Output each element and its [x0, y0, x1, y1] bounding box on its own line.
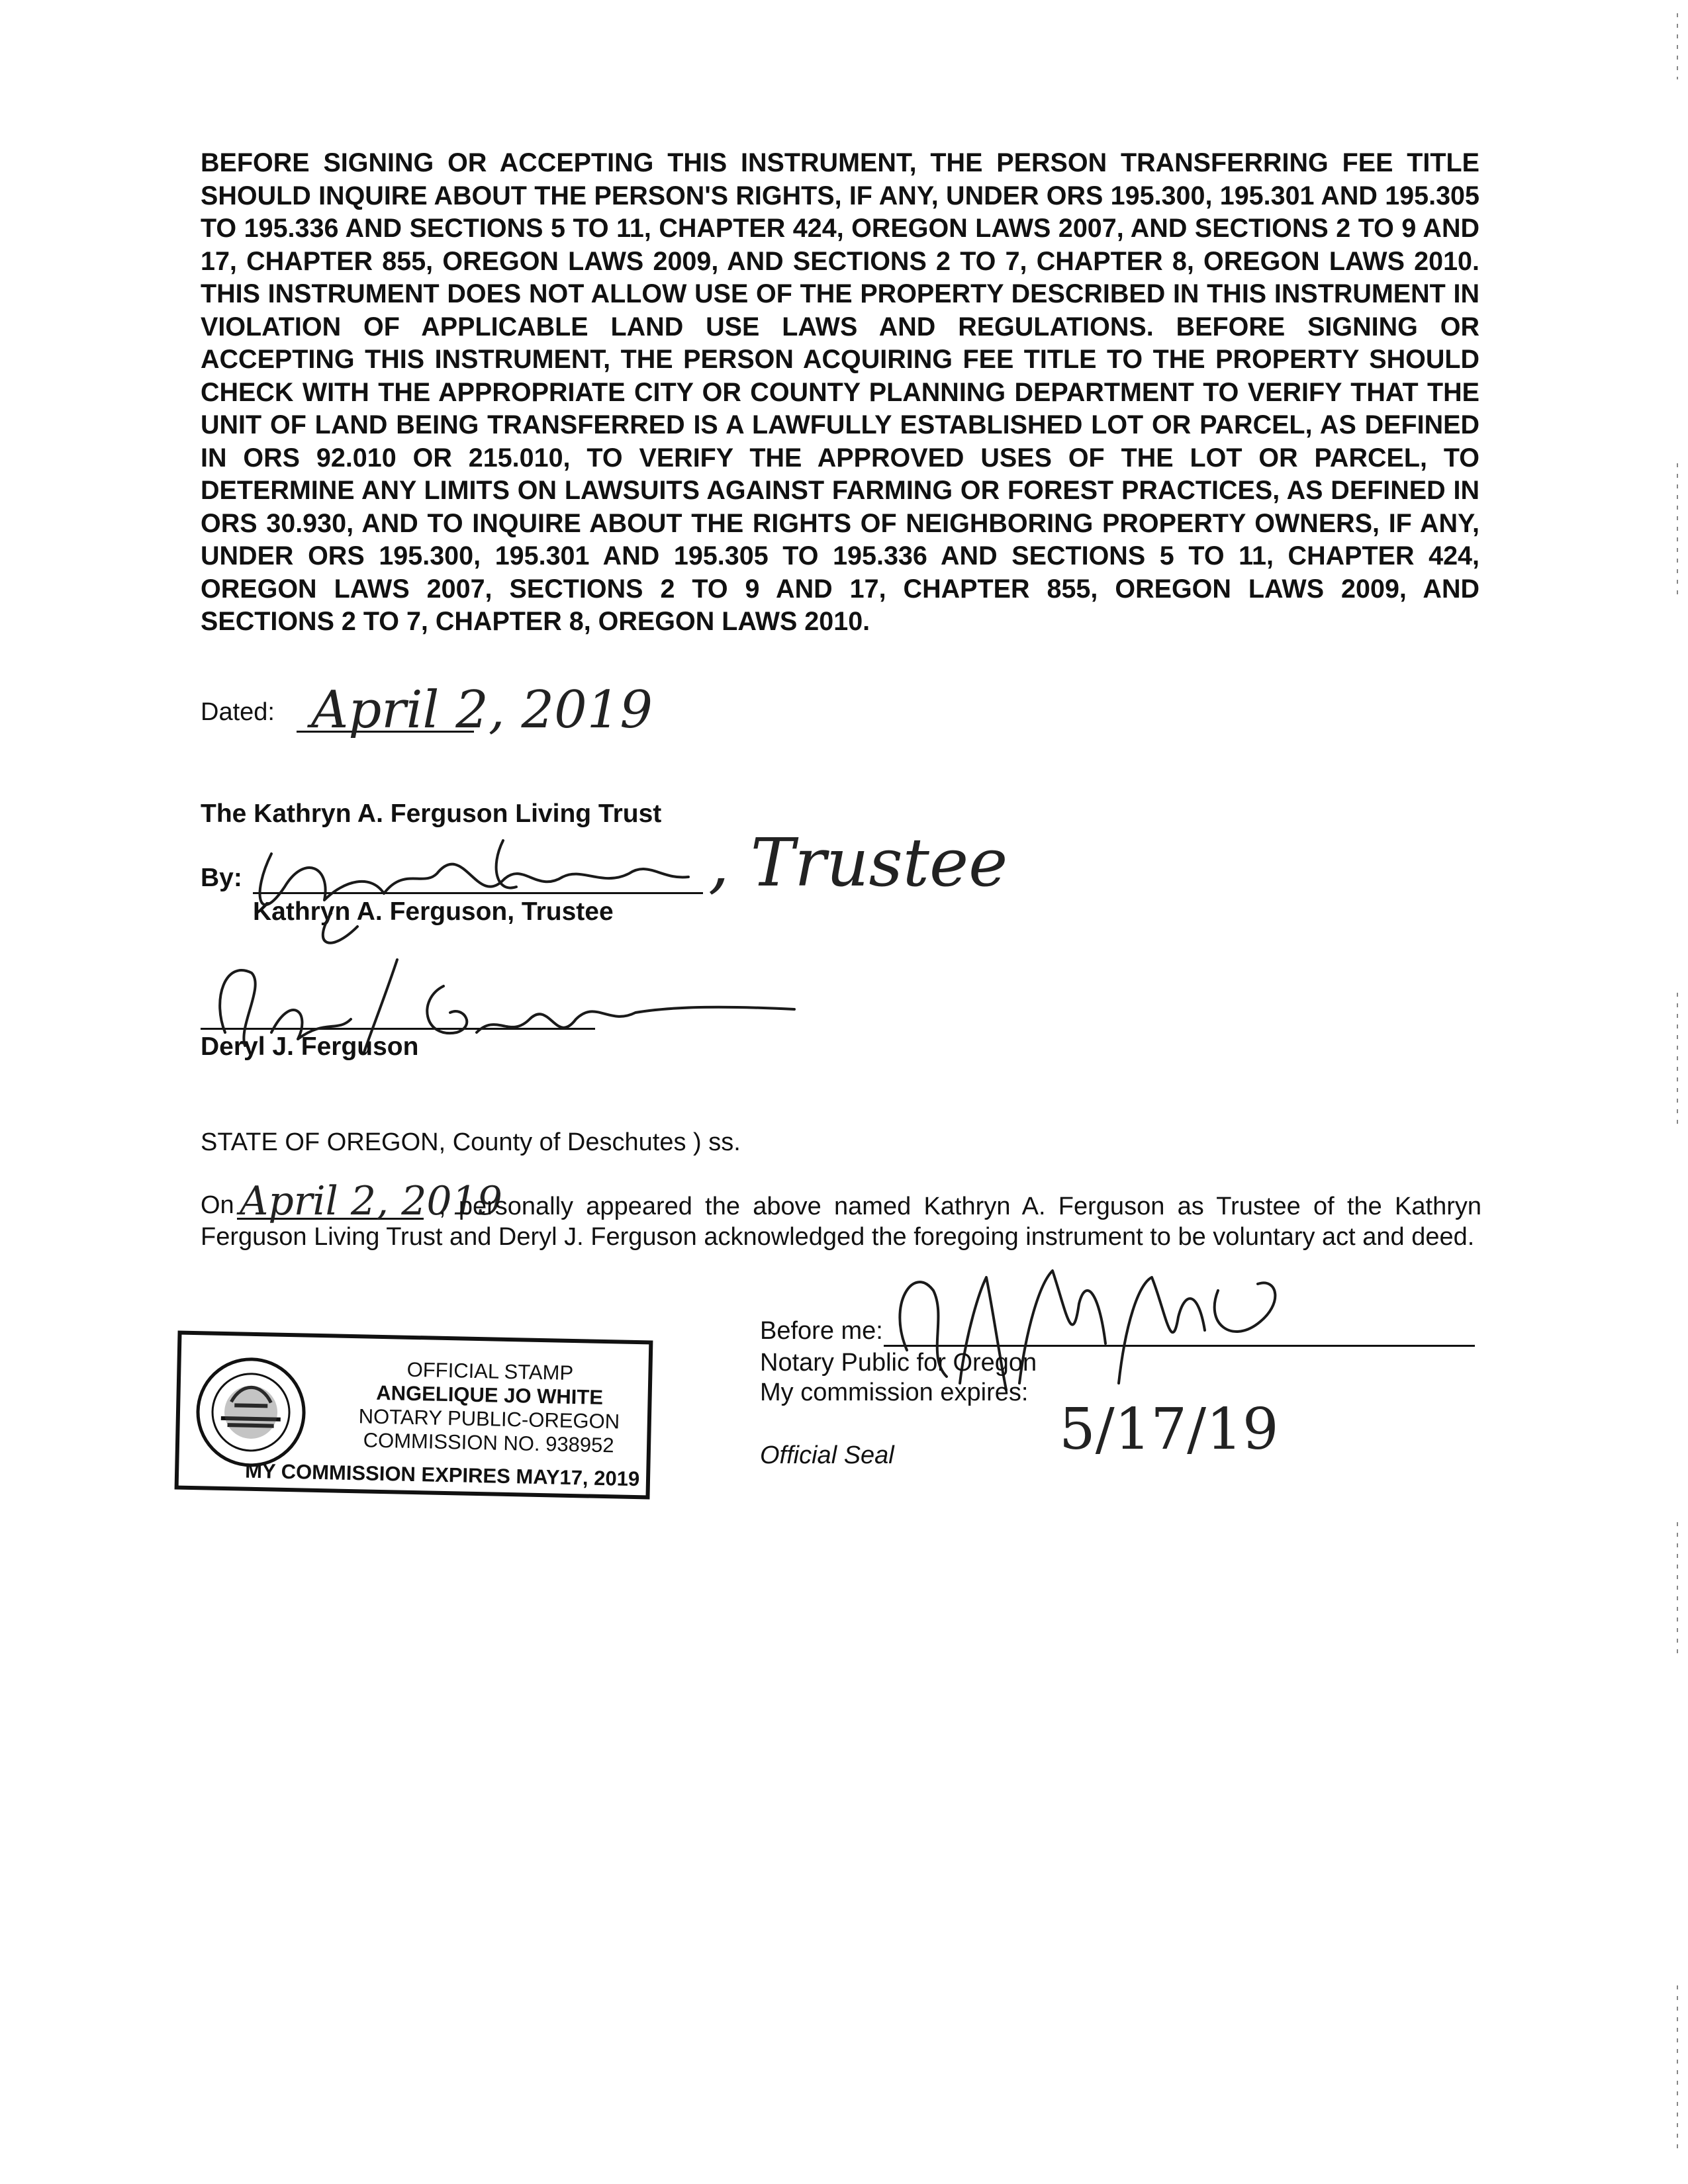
- expiry-handwritten: 5/17/19: [1059, 1396, 1279, 1463]
- stamp-line3: NOTARY PUBLIC-OREGON: [358, 1404, 620, 1433]
- stamp-line4: COMMISSION NO. 938952: [363, 1428, 614, 1457]
- kathryn-signature: [225, 814, 728, 946]
- on-label: On: [201, 1191, 234, 1219]
- stamp-line2: ANGELIQUE JO WHITE: [375, 1381, 604, 1409]
- dated-label: Dated:: [201, 698, 275, 726]
- land-use-notice: BEFORE SIGNING OR ACCEPTING THIS INSTRUMENT, THE PERSON TRANSFERRING FEE TITLE SHOULD INQUIRE ABOUT THE PERSON'S RIGHTS, IF ANY, UNDER ORS 195.300, 195.301 AND 195.305 TO 195.336 AND SECTIONS 5 TO 11, CHAPTER 424, OREGON LAWS 2007, AND SECTIONS 2 TO 9 AND 17, CHAPTER 855, OREGON LAWS 2009, AND SECTIONS 2 TO 7, CHAPTER 8, OREGON LAWS 2010. THIS INSTRUMENT DOES NOT ALLOW USE OF THE PROPERTY DESCRIBED IN THIS INSTRUMENT IN VIOLATION OF APPLICABLE LAND USE LAWS AND REGULATIONS. BEFORE SIGNING OR ACCEPTING THIS INSTRUMENT, THE PERSON ACQUIRING FEE TITLE TO THE PROPERTY SHOULD CHECK WITH THE APPROPRIATE CITY OR COUNTY PLANNING DEPARTMENT TO VERIFY THAT THE UNIT OF LAND BEING TRANSFERRED IS A LAWFULLY ESTABLISHED LOT OR PARCEL, AS DEFINED IN ORS 92.010 OR 215.010, TO VERIFY THE APPROVED USES OF THE LOT OR PARCEL, TO DETERMINE ANY LIMITS ON LAWSUITS AGAINST FARMING OR FOREST PRACTICES, AS DEFINED IN ORS 30.930, AND TO INQUIRE ABOUT THE RIGHTS OF NEIGHBORING PROPERTY OWNERS, IF ANY, UNDER ORS 195.300, 195.301 AND 195.305 TO 195.336 AND SECTIONS 5 TO 11, CHAPTER 424, OREGON LAWS 2007, SECTIONS 2 TO 9 AND 17, CHAPTER 855, OREGON LAWS 2009, AND SECTIONS 2 TO 7, CHAPTER 8, OREGON LAWS 2010.: [201, 148, 1479, 636]
- trustee-name: Kathryn A. Ferguson, Trustee: [253, 897, 614, 926]
- oregon-seal-icon: [193, 1355, 308, 1470]
- stamp-line5: MY COMMISSION EXPIRES MAY17, 2019: [244, 1459, 640, 1491]
- ack-handwritten-date: April 2, 2019: [240, 1178, 502, 1224]
- trust-name: The Kathryn A. Ferguson Living Trust: [201, 799, 662, 828]
- dated-handwritten: April 2, 2019: [311, 680, 653, 740]
- official-seal-label: Official Seal: [760, 1441, 894, 1469]
- official-stamp: [175, 1331, 653, 1500]
- trustee-handwritten: , Trustee: [708, 824, 1008, 901]
- commission-expires-label: My commission expires:: [760, 1379, 1029, 1406]
- before-me-label: Before me:: [760, 1317, 883, 1345]
- ack-body: , personally appeared the above named Kathryn A. Ferguson as Trustee of the Kathryn Ferguson Living Trust and Deryl J. Ferguson acknowledged the foregoing instrument to be voluntary act and deed.: [201, 1193, 1481, 1251]
- notary-public-label: Notary Public for Oregon: [760, 1349, 1037, 1377]
- stamp-line1: OFFICIAL STAMP: [406, 1357, 574, 1385]
- scan-edge-marks: [1676, 0, 1679, 2184]
- venue: STATE OF OREGON, County of Deschutes ) ss.: [201, 1128, 741, 1156]
- deryl-name: Deryl J. Ferguson: [201, 1032, 419, 1061]
- by-label: By:: [201, 864, 242, 892]
